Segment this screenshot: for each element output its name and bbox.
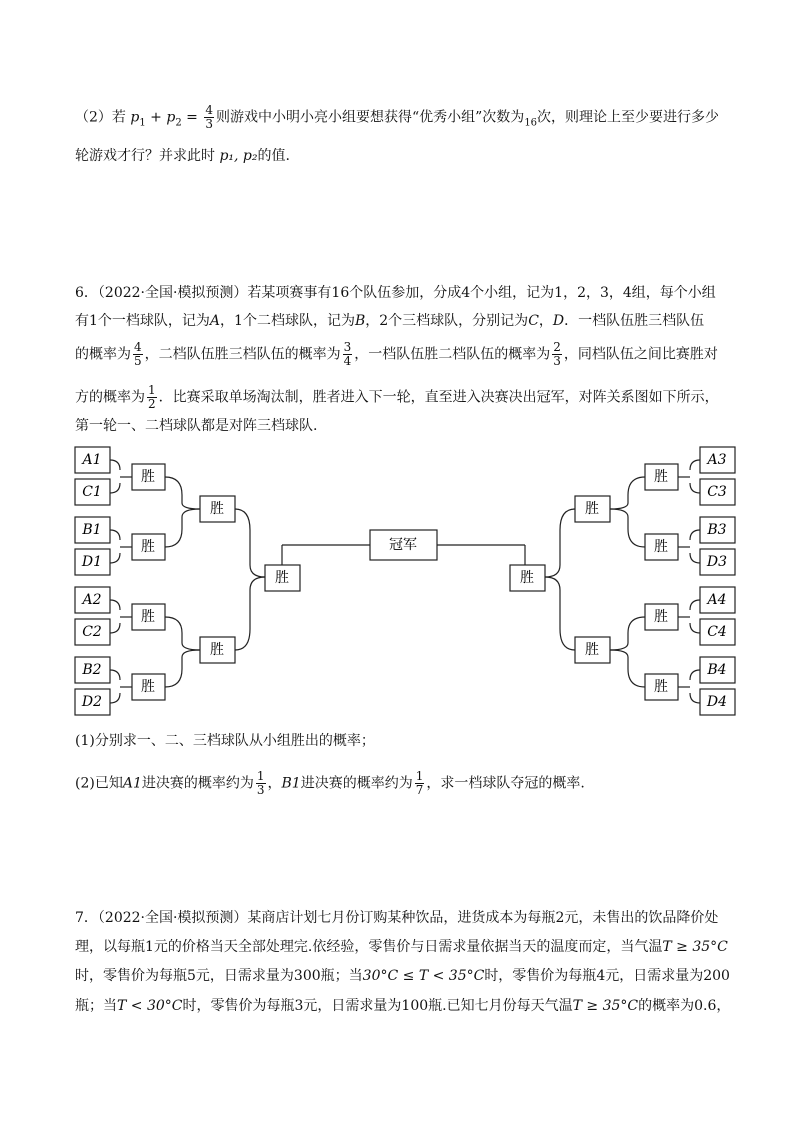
q6-line2 <box>75 311 735 331</box>
fraction-1-7 <box>415 770 425 797</box>
q7-text: ， <box>716 998 731 1014</box>
fraction-denominator: 3 <box>553 354 561 368</box>
win-node: 胜 <box>654 609 668 625</box>
q6-text: ．比赛采取单场淘汰制，胜者进入下一轮，直至进入决赛决出冠军，对阵关系图如下所示， <box>158 389 719 406</box>
win-node: 胜 <box>275 570 289 586</box>
q7-cost: 2 <box>555 910 565 926</box>
fraction-numerator: 2 <box>553 340 561 354</box>
equals-sign: = <box>181 109 203 126</box>
fraction-numerator: 1 <box>415 769 424 783</box>
fraction-1-3 <box>256 770 266 797</box>
q7-line2 <box>75 937 735 957</box>
q6-line5-text: 第一轮一、二档球队都是对阵三档球队. <box>75 418 318 434</box>
var-D: D <box>552 313 565 329</box>
q7-text: 时，零售价为每瓶 <box>484 968 597 984</box>
q7-price: 5 <box>187 968 196 984</box>
q7-text: 的概率为 <box>638 998 695 1014</box>
team-d4: D4 <box>706 694 728 710</box>
win-node: 胜 <box>141 539 155 555</box>
fraction-denominator: 2 <box>148 397 156 411</box>
fraction-numerator: 4 <box>205 103 213 117</box>
q5-prefix: （2）若 <box>75 109 126 126</box>
fraction-3-4 <box>343 341 353 368</box>
var-A1: A1 <box>122 775 142 792</box>
var-p2: p <box>166 109 176 126</box>
fraction-denominator: 3 <box>205 117 213 131</box>
team-b2: B2 <box>82 662 102 678</box>
team-c3: C3 <box>707 484 727 500</box>
fraction-numerator: 1 <box>256 769 265 783</box>
q7-text: 时，零售价为每瓶 <box>182 998 295 1014</box>
q6-sub2-text: ， <box>267 775 282 792</box>
team-d3: D3 <box>706 554 728 570</box>
var-p1: p <box>130 109 140 126</box>
q6-sub2 <box>75 770 735 797</box>
q6-line4 <box>75 384 735 411</box>
q6-sub2-text: 进决赛的概率约为 <box>141 775 254 792</box>
var-B: B <box>354 313 366 329</box>
q7-prob: 0.6 <box>694 998 717 1014</box>
win-node: 胜 <box>585 501 599 517</box>
q6-text: ．一档队伍胜三档队伍 <box>564 313 705 329</box>
var-C: C <box>528 313 539 329</box>
team-b4: B4 <box>707 662 727 678</box>
fraction-denominator: 4 <box>343 354 352 368</box>
team-a2: A2 <box>82 592 102 608</box>
q7-temp-cond: T ≥ 35°C <box>572 998 639 1014</box>
team-c4: C4 <box>707 624 727 640</box>
q5-suffix: 次，则理论上至少要进行多少 <box>537 109 720 126</box>
team-b1: B1 <box>82 522 102 538</box>
q5-mid-text: 则游戏中小明小亮小组要想获得“优秀小组”次数为 <box>215 109 525 126</box>
q6-text: 有1个一档球队，记为 <box>75 313 210 329</box>
q7-text: 瓶.已知七月份每天气温 <box>428 998 573 1014</box>
q7-temp-cond: 30°C ≤ T < 35°C <box>362 968 485 984</box>
q7-text: 元的价格当天全部处理完.依经验，零售价与日需求量依据当天的温度而定，当气温 <box>153 939 663 955</box>
win-node: 胜 <box>141 679 155 695</box>
win-node: 胜 <box>654 539 668 555</box>
q7-text: 元，日需求量为 <box>605 968 704 984</box>
team-d1: D1 <box>81 554 103 570</box>
q7-temp-cond: T ≥ 35°C <box>662 939 728 955</box>
tournament-bracket <box>70 445 740 725</box>
q7-text: 元，未售出的饮品降价处 <box>564 910 719 926</box>
q6-line5 <box>75 416 735 436</box>
q6-line1 <box>75 283 735 303</box>
q7-text: 7．（2022·全国·模拟预测）某商店计划七月份订购某种饮品，进货成本为每瓶 <box>75 910 556 926</box>
fraction-denominator: 7 <box>415 783 424 797</box>
team-a4: A4 <box>707 592 727 608</box>
q5-line2-suffix: 的值. <box>257 148 290 164</box>
q6-text: ， <box>538 313 553 329</box>
q7-demand: 300 <box>293 968 321 984</box>
fraction-4-3 <box>204 104 214 131</box>
q6-sub2-text: (2)已知 <box>75 775 123 792</box>
team-b3: B3 <box>707 522 727 538</box>
win-node: 胜 <box>520 570 534 586</box>
var-A: A <box>209 313 221 329</box>
q7-price: 4 <box>596 968 606 984</box>
fraction-numerator: 3 <box>343 340 352 354</box>
q5-count: 16 <box>524 117 538 129</box>
q6-sub1-text: (1)分别求一、二、三档球队从小组胜出的概率； <box>75 733 375 749</box>
q6-text: ，2个三档球队，分别记为 <box>365 313 529 329</box>
team-d2: D2 <box>81 694 103 710</box>
q7-demand: 100 <box>401 998 429 1014</box>
win-node: 胜 <box>654 469 668 485</box>
champion-node: 冠军 <box>389 537 417 553</box>
fraction-2-3 <box>552 341 562 368</box>
var-p1-sub: 1 <box>139 117 146 129</box>
q7-text: 理，以每瓶 <box>75 939 145 955</box>
q6-sub2-text: ，求一档球队夺冠的概率. <box>426 775 585 792</box>
q6-text: ，一档队伍胜二档队伍的概率为 <box>354 346 551 363</box>
fraction-denominator: 3 <box>256 783 265 797</box>
win-node: 胜 <box>585 642 599 658</box>
q7-text: 元，日需求量为 <box>195 968 294 984</box>
q7-demand: 200 <box>703 968 730 984</box>
q7-text: 瓶；当 <box>320 968 363 984</box>
fraction-numerator: 1 <box>148 383 156 397</box>
q6-text: ，1个二档球队，记为 <box>220 313 355 329</box>
q5-part2-line1 <box>75 104 735 133</box>
win-node: 胜 <box>141 469 155 485</box>
var-B1: B1 <box>281 775 301 792</box>
q6-text: 方的概率为 <box>75 389 145 406</box>
q6-intro: 6．（2022·全国·模拟预测）若某项赛事有16个队伍参加，分成4个小组，记为1，2，3，4组，每个小组 <box>75 285 716 301</box>
q6-sub1 <box>75 731 735 751</box>
fraction-denominator: 5 <box>134 354 142 368</box>
q7-text: 瓶；当 <box>75 998 117 1014</box>
win-node: 胜 <box>210 501 224 517</box>
q6-line3 <box>75 341 735 368</box>
team-a1: A1 <box>82 452 102 468</box>
q6-text: 的概率为 <box>75 346 131 363</box>
q5-vars: p₁, p₂ <box>219 148 258 164</box>
var-p2-sub: 2 <box>175 117 182 129</box>
win-node: 胜 <box>141 609 155 625</box>
fraction-1-2 <box>147 384 157 411</box>
q7-temp-cond: T < 30°C <box>117 998 183 1014</box>
q7-line3 <box>75 966 735 986</box>
fraction-4-5 <box>133 341 143 368</box>
team-c2: C2 <box>82 624 102 640</box>
fraction-numerator: 4 <box>134 340 142 354</box>
q7-text: 元，日需求量为 <box>303 998 402 1014</box>
q6-text: ，同档队伍之间比赛胜对 <box>563 346 718 363</box>
win-node: 胜 <box>654 679 668 695</box>
q7-line1 <box>75 908 735 928</box>
q5-part2-line2 <box>75 146 735 166</box>
q6-text: ，二档队伍胜三档队伍的概率为 <box>144 346 341 363</box>
q7-line4 <box>75 996 735 1016</box>
q7-discount: 1 <box>145 939 154 955</box>
team-a3: A3 <box>707 452 727 468</box>
q7-text: 时，零售价为每瓶 <box>75 968 187 984</box>
q5-line2-text: 轮游戏才行？并求此时 <box>75 148 220 164</box>
win-node: 胜 <box>210 642 224 658</box>
plus-sign: + <box>145 109 167 126</box>
team-c1: C1 <box>82 484 102 500</box>
q6-sub2-text: 进决赛的概率约为 <box>300 775 413 792</box>
q7-price: 3 <box>294 998 304 1014</box>
